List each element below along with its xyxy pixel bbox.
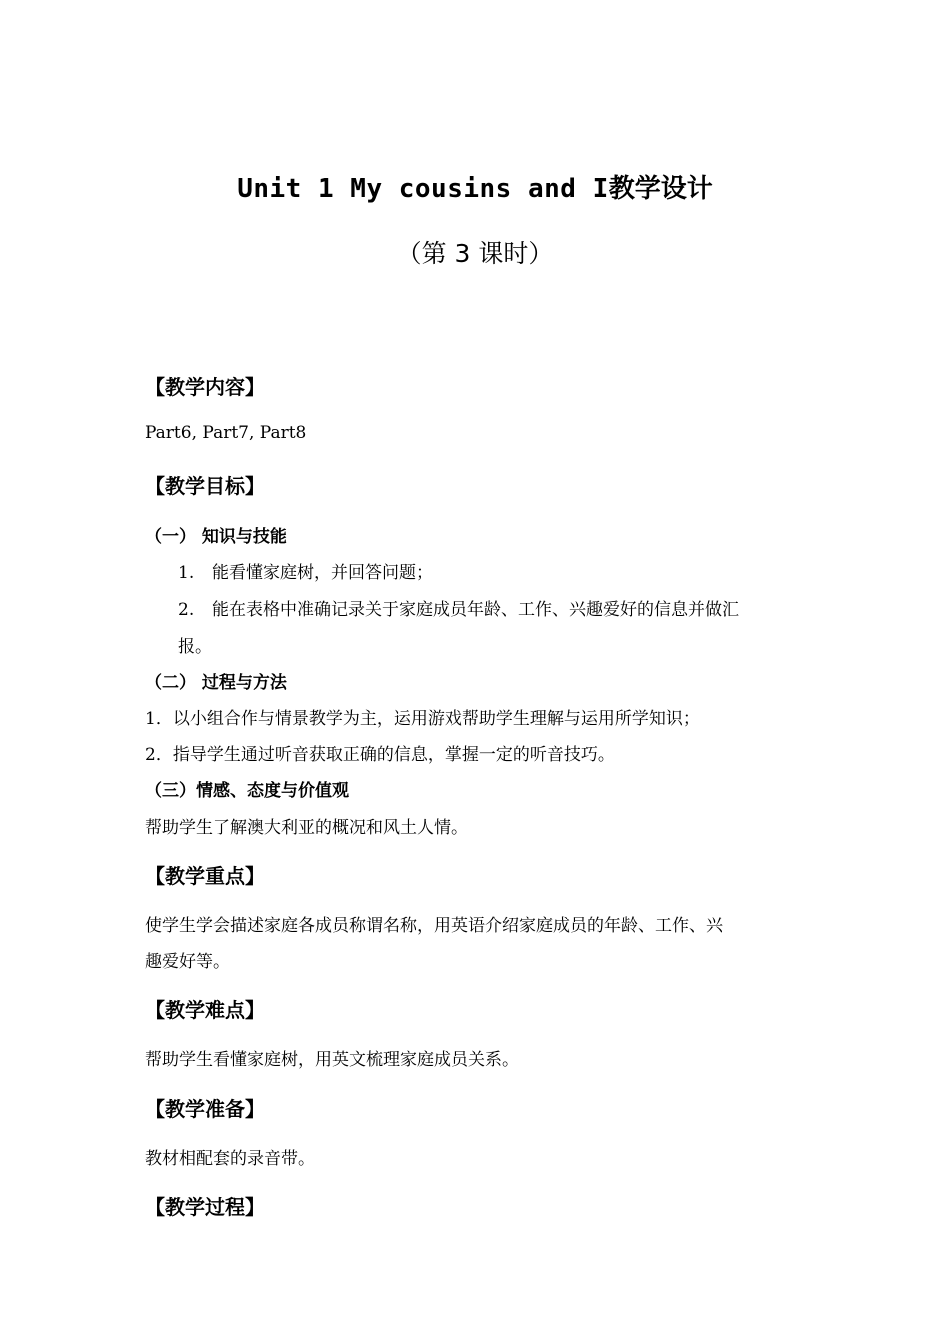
goals-sub-knowledge: （一） 知识与技能 <box>145 527 287 547</box>
goals-sub-process: （二） 过程与方法 <box>145 673 287 693</box>
item-text: 能看懂家庭树，并回答问题； <box>212 563 433 583</box>
difficulty-text: 帮助学生看懂家庭树，用英文梳理家庭成员关系。 <box>145 1050 519 1070</box>
item-text: 能在表格中准确记录关于家庭成员年龄、工作、兴趣爱好的信息并做汇 <box>212 600 739 620</box>
content-text: Part6, Part7, Part8 <box>145 423 307 443</box>
item-number: 1. <box>178 563 195 583</box>
heading-difficulty: 【教学难点】 <box>145 998 265 1022</box>
preparation-text: 教材相配套的录音带。 <box>145 1149 315 1169</box>
list-item <box>178 558 433 583</box>
item-number: 2. <box>178 600 195 620</box>
heading-goals: 【教学目标】 <box>145 474 265 498</box>
key-text-line1: 使学生学会描述家庭各成员称谓名称，用英语介绍家庭成员的年龄、工作、兴 <box>145 916 723 936</box>
list-item: 2．指导学生通过听音获取正确的信息，掌握一定的听音技巧。 <box>145 745 615 765</box>
heading-preparation: 【教学准备】 <box>145 1097 265 1121</box>
heading-content: 【教学内容】 <box>145 375 265 399</box>
list-item: 1．以小组合作与情景教学为主，运用游戏帮助学生理解与运用所学知识； <box>145 709 700 729</box>
title-english: Unit 1 My cousins and I <box>237 174 609 204</box>
title-chinese: 教学设计 <box>608 174 713 204</box>
attitude-text: 帮助学生了解澳大利亚的概况和风土人情。 <box>145 818 468 838</box>
list-item-continuation: 报。 <box>178 637 212 657</box>
goals-sub-attitude: （三）情感、态度与价值观 <box>145 781 349 801</box>
heading-key-points: 【教学重点】 <box>145 864 265 888</box>
document-title <box>0 168 950 205</box>
heading-process: 【教学过程】 <box>145 1195 265 1219</box>
lesson-number: （第 3 课时） <box>396 239 554 268</box>
list-item <box>178 595 739 620</box>
key-text-line2: 趣爱好等。 <box>145 952 230 972</box>
